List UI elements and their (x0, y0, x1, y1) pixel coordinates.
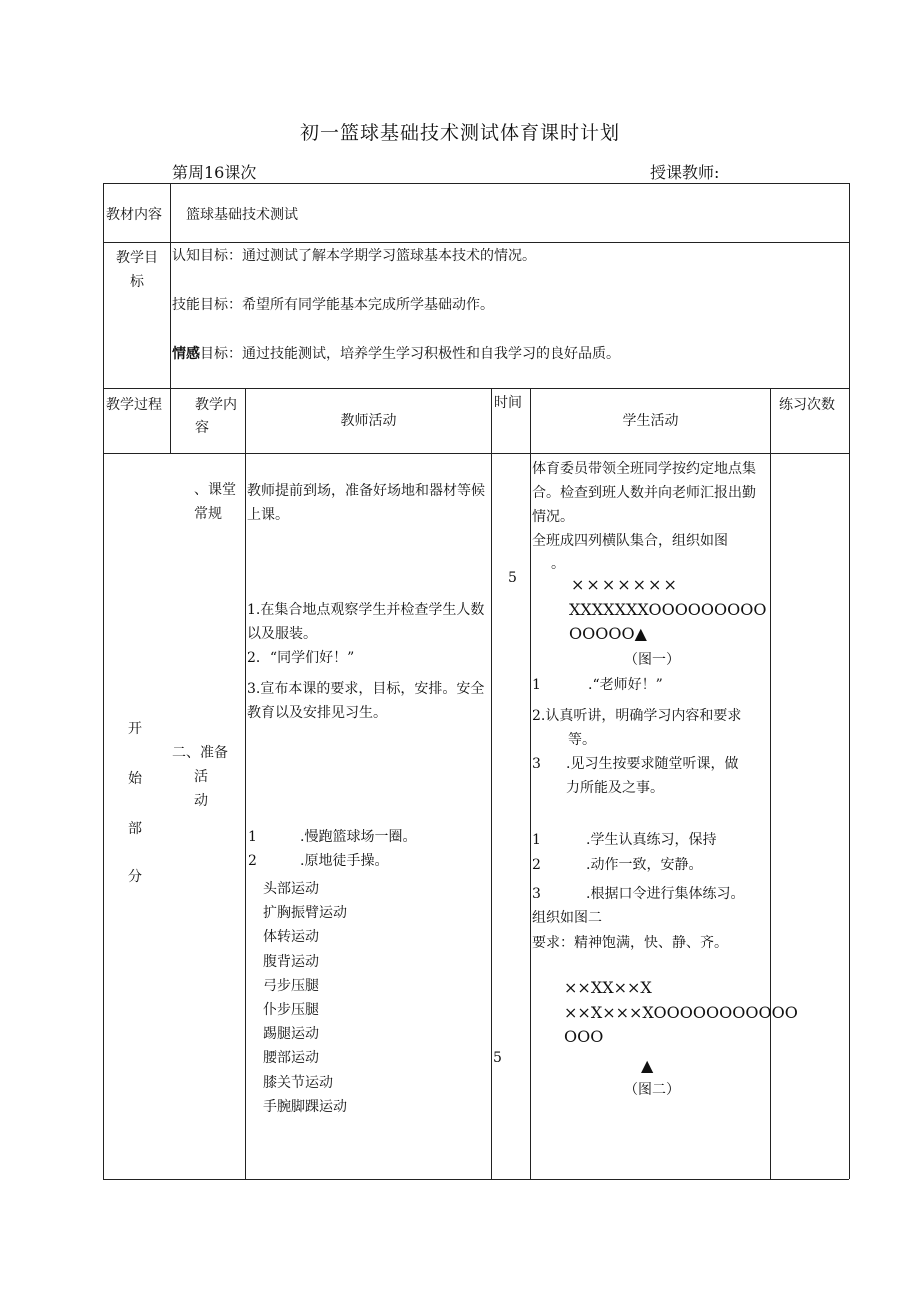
student-observer-text: .见习生按要求随堂听课，做 (566, 756, 739, 772)
fig1-caption: （图一） (624, 652, 680, 668)
row-divider-2 (103, 388, 849, 389)
student-requirement-text: 要求：精神饱满，快、静、齐。 (532, 935, 728, 951)
item-routine-line1: 、课堂 (194, 482, 236, 498)
student-org-text: 组织如图二 (532, 910, 602, 926)
student-observer-text-2: 力所能及之事。 (566, 780, 664, 796)
col-divider-student (770, 388, 771, 1179)
goal-emotion (172, 342, 620, 366)
goal-skill: 技能目标：希望所有同学能基本完成所学基础动作。 (172, 297, 494, 313)
list-item: 踢腿运动 (263, 1026, 319, 1042)
teacher-prep-text: 教师提前到场，准备好场地和器材等候上课。 (247, 483, 485, 523)
teacher-check-text: 1.在集合地点观察学生并检查学生人数以及服装。 (247, 602, 485, 642)
student-formation-dot: 。 (551, 556, 565, 572)
student-practice-text-1: .学生认真练习，保持 (586, 832, 717, 848)
list-item: 仆步压腿 (263, 1002, 319, 1018)
student-reply-num: 1 (532, 677, 541, 693)
fig1-row1: ××××××× (571, 575, 679, 594)
col-divider-time (530, 388, 531, 1179)
goal-cognitive: 认知目标：通过测试了解本学期学习篮球基本技术的情况。 (172, 248, 536, 264)
fig2-row2: ××X×××XOOOOOOOOOOO (564, 1003, 798, 1022)
list-item: 膝关节运动 (263, 1075, 333, 1091)
student-listen-text-2: 等。 (568, 732, 596, 748)
fig1-row2: XXXXXXXOOOOOOOOO (569, 600, 767, 619)
col-header-content-line2: 容 (195, 420, 209, 436)
teacher-greeting: 2．“同学们好！” (247, 650, 355, 666)
time-1: 5 (508, 570, 517, 586)
col-divider-content (245, 388, 246, 1179)
teacher-run-num: 1 (248, 829, 257, 845)
list-item: 手腕脚踝运动 (263, 1099, 347, 1115)
student-practice-num-1: 1 (532, 832, 541, 848)
list-item: 体转运动 (263, 929, 319, 945)
time-2: 5 (493, 1050, 502, 1066)
goal-emotion-bold: 情感 (172, 346, 200, 362)
section-char-4: 分 (128, 869, 142, 885)
teacher-announce-text: 3.宣布本课的要求，目标，安排。安全教育以及安排见习生。 (247, 681, 485, 721)
item-prep-line1: 二、准备 (172, 745, 228, 761)
student-formation-text: 全班成四列横队集合，组织如图 (532, 533, 728, 549)
section-char-2: 始 (128, 771, 142, 787)
col-header-student: 学生活动 (622, 413, 679, 429)
content-label: 教材内容 (106, 207, 162, 223)
col-header-content-line1: 教学内 (195, 397, 237, 413)
item-prep-line3: 动 (194, 793, 208, 809)
student-reply-text: .“老师好！” (588, 677, 663, 693)
teacher-run-text: .慢跑篮球场一圈。 (300, 829, 417, 845)
section-char-3: 部 (128, 821, 142, 837)
student-practice-num-2: 2 (532, 857, 541, 873)
col-header-teacher: 教师活动 (340, 413, 397, 429)
goal-emotion-text: 目标：通过技能测试，培养学生学习积极性和自我学习的良好品质。 (200, 346, 620, 362)
student-practice-text-2: .动作一致，安静。 (586, 857, 703, 873)
fig2-row1: ××XX××X (564, 978, 652, 997)
col-header-practice: 练习次数 (779, 397, 835, 413)
goals-label-line1: 教学目 (116, 250, 158, 266)
col-header-time: 时间 (494, 395, 522, 411)
list-item: 扩胸振臂运动 (263, 905, 347, 921)
week-lesson: 第周16课次 (172, 163, 257, 182)
list-item: 头部运动 (263, 881, 319, 897)
row-divider-3 (103, 453, 849, 454)
goals-label-line2: 标 (130, 274, 144, 290)
student-practice-num-3: 3 (532, 886, 541, 902)
section-char-1: 开 (128, 721, 142, 737)
student-listen-text: 2.认真听讲，明确学习内容和要求 (532, 708, 742, 724)
fig1-row3: OOOOO▲ (569, 624, 647, 643)
student-practice-text-3: .根据口令进行集体练习。 (586, 886, 745, 902)
table-border-right (849, 183, 850, 1179)
col-header-process: 教学过程 (106, 397, 162, 413)
item-prep-line2: 活 (194, 769, 208, 785)
list-item: 腰部运动 (263, 1050, 319, 1066)
list-item: 弓步压腿 (263, 978, 319, 994)
row-divider-1 (103, 242, 849, 243)
table-border-bottom (103, 1179, 849, 1180)
fig2-row3: OOO (564, 1027, 604, 1046)
fig2-caption: （图二） (624, 1082, 680, 1098)
fig2-triangle: ▲ (641, 1056, 654, 1075)
content-value: 篮球基础技术测试 (186, 207, 298, 223)
list-item: 腹背运动 (263, 954, 319, 970)
col-divider-teacher (491, 388, 492, 1179)
table-border-left (103, 183, 104, 1179)
teacher-label: 授课教师: (650, 163, 720, 182)
table-border-top (103, 183, 849, 184)
page-title: 初一篮球基础技术测试体育课时计划 (299, 122, 620, 144)
teacher-exercise-text: .原地徒手操。 (300, 853, 389, 869)
label-divider (170, 183, 171, 453)
teacher-exercise-num: 2 (248, 853, 257, 869)
item-routine-line2: 常规 (194, 506, 222, 522)
student-observer-num: 3 (532, 756, 541, 772)
student-assemble-text: 体育委员带领全班同学按约定地点集合。检查到班人数并向老师汇报出勤情况。 (532, 461, 756, 525)
